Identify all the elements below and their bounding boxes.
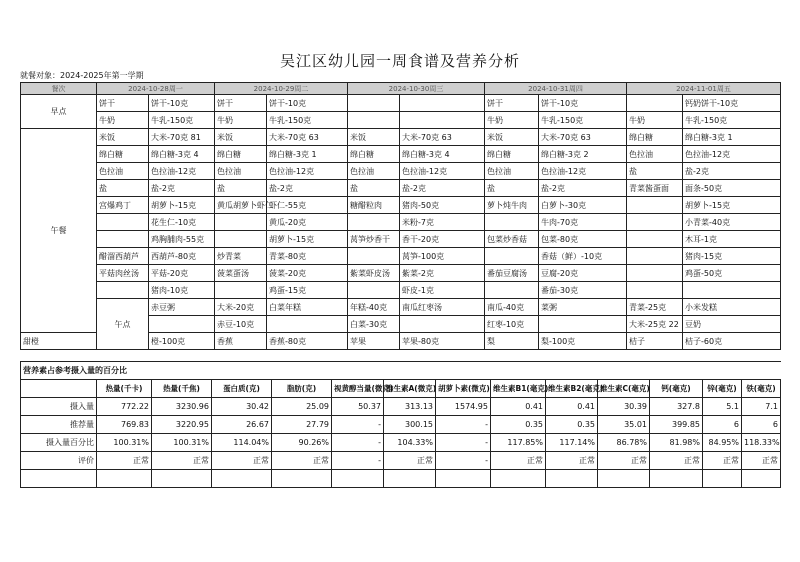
menu-cell: 橙-100克: [149, 333, 215, 350]
menu-header-cell: 2024-10-30周三: [348, 83, 485, 95]
nutrition-value: 114.04%: [212, 434, 272, 452]
nutrition-value: 5.1: [703, 398, 742, 416]
blank-cell: [152, 470, 212, 488]
menu-cell: 盐: [348, 180, 400, 197]
menu-header-row: [21, 83, 781, 95]
menu-header-cell: 2024-10-29周二: [215, 83, 348, 95]
nutrition-value: 50.37: [332, 398, 384, 416]
menu-cell: 莴笋炒香干: [348, 231, 400, 248]
nutrition-value: 正常: [272, 452, 332, 470]
menu-row: [21, 231, 781, 248]
menu-cell: [348, 282, 400, 299]
menu-cell: 绵白糖: [348, 146, 400, 163]
menu-header-cell: 2024-10-31周四: [485, 83, 627, 95]
menu-cell: 牛乳-150克: [539, 112, 627, 129]
menu-cell: 色拉油: [627, 146, 683, 163]
nutrition-value: 1574.95: [436, 398, 491, 416]
menu-cell: 香蕉-80克: [267, 333, 348, 350]
menu-header-cell: 餐次: [21, 83, 97, 95]
menu-cell: 番茄-30克: [539, 282, 627, 299]
blank-cell: [212, 470, 272, 488]
menu-cell: 牛乳-150克: [149, 112, 215, 129]
menu-cell: 紫菜-2克: [400, 265, 485, 282]
menu-cell: 虾仁-55克: [267, 197, 348, 214]
menu-cell: 梨-100克: [539, 333, 627, 350]
menu-cell: 赤豆-10克: [215, 316, 267, 333]
menu-cell: 豆奶: [683, 316, 781, 333]
nutrition-value: 0.35: [491, 416, 546, 434]
nutrition-corner-cell: [21, 380, 97, 398]
menu-cell: 盐: [627, 163, 683, 180]
menu-cell: 饼干: [485, 95, 539, 112]
menu-cell: 盐-2克: [149, 180, 215, 197]
menu-cell: 饼干-10克: [149, 95, 215, 112]
nutrient-header: 蛋白质(克): [212, 380, 272, 398]
menu-cell: [627, 95, 683, 112]
blank-cell: [546, 470, 598, 488]
menu-row: [21, 129, 781, 146]
menu-cell: 盐: [215, 180, 267, 197]
menu-cell: [627, 231, 683, 248]
nutrition-value: 0.41: [546, 398, 598, 416]
nutrition-row: [21, 398, 781, 416]
menu-cell: 大米-70克 63: [267, 129, 348, 146]
menu-cell: 白萝卜-30克: [539, 197, 627, 214]
menu-cell: 绵白糖-3克 4: [400, 146, 485, 163]
menu-cell: [627, 197, 683, 214]
menu-cell: 醋溜西葫芦: [97, 248, 149, 265]
blank-cell: [491, 470, 546, 488]
menu-cell: 鸡胸脯肉-55克: [149, 231, 215, 248]
menu-row: [21, 112, 781, 129]
menu-cell: [215, 214, 267, 231]
menu-cell: 钙奶饼干-10克: [683, 95, 781, 112]
nutrition-value: 6: [742, 416, 781, 434]
menu-cell: 猪肉-15克: [683, 248, 781, 265]
nutrition-value: 300.15: [384, 416, 436, 434]
nutrition-value: 772.22: [97, 398, 152, 416]
menu-row: [21, 146, 781, 163]
menu-cell: 牛奶: [97, 112, 149, 129]
blank-cell: [97, 470, 152, 488]
menu-cell: 白菜年糕: [267, 299, 348, 316]
nutrition-value: 30.42: [212, 398, 272, 416]
meal-label: 午餐: [21, 129, 97, 333]
nutrition-value: 313.13: [384, 398, 436, 416]
nutrition-value: 399.85: [650, 416, 703, 434]
nutrition-value: 3230.96: [152, 398, 212, 416]
menu-cell: 梨: [485, 333, 539, 350]
menu-cell: 平菇肉丝汤: [97, 265, 149, 282]
nutrition-value: 86.78%: [598, 434, 650, 452]
nutrition-value: -: [332, 416, 384, 434]
diner-subtitle: 就餐对象：2024-2025年第一学期: [20, 71, 144, 80]
menu-cell: [627, 265, 683, 282]
menu-cell: 苹果-80克: [400, 333, 485, 350]
nutrition-value: -: [332, 452, 384, 470]
menu-cell: 鸡蛋-15克: [267, 282, 348, 299]
nutrition-value: 正常: [152, 452, 212, 470]
nutrition-row: [21, 452, 781, 470]
menu-cell: 菠菜蛋汤: [215, 265, 267, 282]
menu-cell: [400, 95, 485, 112]
menu-cell: 盐: [485, 180, 539, 197]
menu-cell: 牛乳-150克: [267, 112, 348, 129]
menu-cell: 绵白糖-3克 1: [683, 129, 781, 146]
nutrient-header: 锌(毫克): [703, 380, 742, 398]
menu-cell: 小青菜-40克: [683, 214, 781, 231]
menu-cell: 炒青菜: [215, 248, 267, 265]
nutrition-value: -: [436, 416, 491, 434]
blank-cell: [272, 470, 332, 488]
menu-cell: 西葫芦-80克: [149, 248, 215, 265]
nutrition-value: 正常: [598, 452, 650, 470]
nutrition-value: 35.01: [598, 416, 650, 434]
menu-cell: 绵白糖: [485, 146, 539, 163]
menu-row: [21, 95, 781, 112]
menu-row: [21, 265, 781, 282]
nutrition-value: 26.67: [212, 416, 272, 434]
menu-cell: 木耳-1克: [683, 231, 781, 248]
nutrition-value: 327.8: [650, 398, 703, 416]
meal-label: 早点: [21, 95, 97, 129]
nutrient-header: 维生素C(毫克): [598, 380, 650, 398]
nutrient-header: 维生素B1(毫克): [491, 380, 546, 398]
menu-header-cell: 2024-10-28周一: [97, 83, 215, 95]
menu-row: [21, 248, 781, 265]
nutrition-section-title: 营养素占参考摄入量的百分比: [21, 362, 781, 380]
menu-cell: 南瓜-40克: [485, 299, 539, 316]
blank-cell: [436, 470, 491, 488]
nutrition-value: 100.31%: [97, 434, 152, 452]
menu-cell: 大米-70克 63: [539, 129, 627, 146]
menu-cell: 小米发糕: [683, 299, 781, 316]
nutrient-header: 铁(毫克): [742, 380, 781, 398]
menu-cell: 白菜-30克: [348, 316, 400, 333]
menu-cell: 菠菜-20克: [267, 265, 348, 282]
menu-cell: 平菇-20克: [149, 265, 215, 282]
menu-cell: 胡萝卜-15克: [683, 197, 781, 214]
blank-cell: [21, 470, 97, 488]
menu-cell: 黄瓜胡萝卜虾仁: [215, 197, 267, 214]
menu-cell: [627, 214, 683, 231]
nutrient-header: 热量(千焦): [152, 380, 212, 398]
menu-cell: 紫菜虾皮汤: [348, 265, 400, 282]
menu-cell: 色拉油: [215, 163, 267, 180]
menu-cell: [539, 316, 627, 333]
menu-cell: 胡萝卜-15克: [267, 231, 348, 248]
menu-cell: [215, 282, 267, 299]
menu-cell: 饼干-10克: [267, 95, 348, 112]
nutrition-blank-row: [21, 470, 781, 488]
nutrition-row-label: 摄入量: [21, 398, 97, 416]
menu-cell: 红枣-10克: [485, 316, 539, 333]
menu-cell: 绵白糖-3克 2: [539, 146, 627, 163]
nutrition-row: [21, 416, 781, 434]
menu-cell: 甜橙: [21, 333, 97, 350]
menu-row: [21, 214, 781, 231]
nutrition-value: 6: [703, 416, 742, 434]
menu-cell: 包菜-80克: [539, 231, 627, 248]
menu-cell: 盐-2克: [683, 163, 781, 180]
nutrition-value: 81.98%: [650, 434, 703, 452]
nutrition-value: 84.95%: [703, 434, 742, 452]
menu-cell: 香蕉: [215, 333, 267, 350]
menu-cell: [485, 248, 539, 265]
menu-cell: 猪肉-10克: [149, 282, 215, 299]
menu-cell: [627, 282, 683, 299]
nutrition-row-label: 摄入量百分比: [21, 434, 97, 452]
nutrition-row-label: 评价: [21, 452, 97, 470]
menu-row: [21, 163, 781, 180]
menu-cell: [149, 316, 215, 333]
nutrition-section-row: [21, 362, 781, 380]
menu-cell: 色拉油: [485, 163, 539, 180]
nutrition-value: -: [436, 452, 491, 470]
menu-cell: 青菜-25克: [627, 299, 683, 316]
nutrient-header: 维生素B2(毫克): [546, 380, 598, 398]
menu-cell: 番茄豆腐汤: [485, 265, 539, 282]
menu-cell: 香菇（鲜）-10克: [539, 248, 627, 265]
menu-header-cell: 2024-11-01周五: [627, 83, 781, 95]
menu-cell: 大米-70克 63: [400, 129, 485, 146]
menu-cell: [97, 282, 149, 299]
nutrition-value: 正常: [97, 452, 152, 470]
nutrition-value: 正常: [384, 452, 436, 470]
nutrition-value: 90.26%: [272, 434, 332, 452]
menu-cell: [97, 214, 149, 231]
menu-cell: 色拉油-12克: [683, 146, 781, 163]
menu-cell: [97, 231, 149, 248]
nutrition-value: 100.31%: [152, 434, 212, 452]
menu-row: [21, 299, 781, 316]
menu-cell: 菜粥: [539, 299, 627, 316]
menu-cell: 青菜酱蛋面: [627, 180, 683, 197]
menu-cell: 面条-50克: [683, 180, 781, 197]
menu-cell: 大米-20克: [215, 299, 267, 316]
menu-cell: 色拉油-12克: [149, 163, 215, 180]
menu-cell: 花生仁-10克: [149, 214, 215, 231]
menu-cell: 莴笋-100克: [400, 248, 485, 265]
nutrition-value: 0.41: [491, 398, 546, 416]
menu-cell: 大米-25克 22: [627, 316, 683, 333]
menu-cell: 大米-70克 81: [149, 129, 215, 146]
menu-cell: 盐-2克: [400, 180, 485, 197]
nutrition-header-row: [21, 380, 781, 398]
blank-cell: [598, 470, 650, 488]
nutrition-value: 25.09: [272, 398, 332, 416]
menu-cell: 虾皮-1克: [400, 282, 485, 299]
menu-cell: 绵白糖-3克 1: [267, 146, 348, 163]
menu-cell: 绵白糖-3克 4: [149, 146, 215, 163]
menu-cell: [348, 214, 400, 231]
menu-cell: 米饭: [97, 129, 149, 146]
menu-cell: [485, 282, 539, 299]
nutrient-header: 脂肪(克): [272, 380, 332, 398]
menu-cell: 牛奶: [215, 112, 267, 129]
menu-cell: 绵白糖: [215, 146, 267, 163]
menu-cell: 饼干-10克: [539, 95, 627, 112]
menu-cell: 米粉-7克: [400, 214, 485, 231]
menu-cell: [348, 248, 400, 265]
menu-cell: [348, 95, 400, 112]
menu-cell: 色拉油: [348, 163, 400, 180]
nutrition-value: -: [436, 434, 491, 452]
menu-cell: 色拉油: [97, 163, 149, 180]
menu-cell: 南瓜红枣汤: [400, 299, 485, 316]
nutrition-value: 正常: [742, 452, 781, 470]
menu-cell: 糖醋粒肉: [348, 197, 400, 214]
blank-cell: [332, 470, 384, 488]
menu-cell: 萝卜炖牛肉: [485, 197, 539, 214]
menu-cell: 米饭: [215, 129, 267, 146]
nutrition-value: 104.33%: [384, 434, 436, 452]
blank-cell: [703, 470, 742, 488]
menu-cell: 苹果: [348, 333, 400, 350]
menu-cell: 色拉油-12克: [539, 163, 627, 180]
menu-cell: 包菜炒香菇: [485, 231, 539, 248]
menu-cell: 绵白糖: [97, 146, 149, 163]
menu-cell: [267, 316, 348, 333]
menu-cell: [400, 316, 485, 333]
menu-row: [21, 197, 781, 214]
menu-cell: 盐-2克: [267, 180, 348, 197]
menu-cell: 年糕-40克: [348, 299, 400, 316]
nutrition-value: 117.14%: [546, 434, 598, 452]
menu-cell: 宫爆鸡丁: [97, 197, 149, 214]
menu-cell: 米饭: [485, 129, 539, 146]
weekly-menu-table: [20, 82, 781, 350]
menu-cell: 桔子: [627, 333, 683, 350]
menu-cell: 牛奶: [627, 112, 683, 129]
menu-cell: 赤豆粥: [149, 299, 215, 316]
nutrition-value: 正常: [703, 452, 742, 470]
menu-cell: [683, 282, 781, 299]
meal-label: 午点: [97, 299, 149, 350]
nutrition-row-label: 推荐量: [21, 416, 97, 434]
nutrition-value: 正常: [650, 452, 703, 470]
blank-cell: [650, 470, 703, 488]
nutrition-value: 7.1: [742, 398, 781, 416]
nutrition-value: 3220.95: [152, 416, 212, 434]
nutrient-header: 视黄醇当量(微克): [332, 380, 384, 398]
menu-cell: [215, 231, 267, 248]
nutrition-table: [20, 361, 781, 488]
menu-row: [21, 180, 781, 197]
blank-cell: [384, 470, 436, 488]
nutrition-value: 27.79: [272, 416, 332, 434]
menu-cell: 色拉油-12克: [267, 163, 348, 180]
nutrition-value: 正常: [212, 452, 272, 470]
menu-cell: 牛乳-150克: [683, 112, 781, 129]
menu-row: [21, 282, 781, 299]
page-title: 吴江区幼儿园一周食谱及营养分析: [279, 52, 520, 70]
menu-cell: 豆腐-20克: [539, 265, 627, 282]
menu-cell: 黄瓜-20克: [267, 214, 348, 231]
menu-cell: 青菜-80克: [267, 248, 348, 265]
menu-cell: 胡萝卜-15克: [149, 197, 215, 214]
menu-cell: 绵白糖: [627, 129, 683, 146]
menu-cell: 饼干: [97, 95, 149, 112]
nutrient-header: 维生素A(微克): [384, 380, 436, 398]
nutrition-value: 30.39: [598, 398, 650, 416]
menu-cell: [348, 112, 400, 129]
menu-cell: 香干-20克: [400, 231, 485, 248]
menu-cell: 盐-2克: [539, 180, 627, 197]
nutrient-header: 胡萝卜素(微克): [436, 380, 491, 398]
menu-cell: [485, 214, 539, 231]
menu-cell: 牛奶: [485, 112, 539, 129]
nutrition-value: 118.33%: [742, 434, 781, 452]
nutrition-value: 769.83: [97, 416, 152, 434]
menu-cell: 盐: [97, 180, 149, 197]
menu-cell: 鸡蛋-50克: [683, 265, 781, 282]
nutrition-value: 正常: [546, 452, 598, 470]
blank-cell: [742, 470, 781, 488]
menu-cell: 桔子-60克: [683, 333, 781, 350]
menu-cell: 猪肉-50克: [400, 197, 485, 214]
menu-cell: [400, 112, 485, 129]
nutrition-value: -: [332, 434, 384, 452]
nutrient-header: 热量(千卡): [97, 380, 152, 398]
nutrition-value: 0.35: [546, 416, 598, 434]
menu-cell: [627, 248, 683, 265]
menu-cell: 饼干: [215, 95, 267, 112]
menu-cell: 牛肉-70克: [539, 214, 627, 231]
menu-cell: 米饭: [348, 129, 400, 146]
nutrition-row: [21, 434, 781, 452]
nutrition-value: 117.85%: [491, 434, 546, 452]
nutrient-header: 钙(毫克): [650, 380, 703, 398]
menu-cell: 色拉油-12克: [400, 163, 485, 180]
nutrition-value: 正常: [491, 452, 546, 470]
